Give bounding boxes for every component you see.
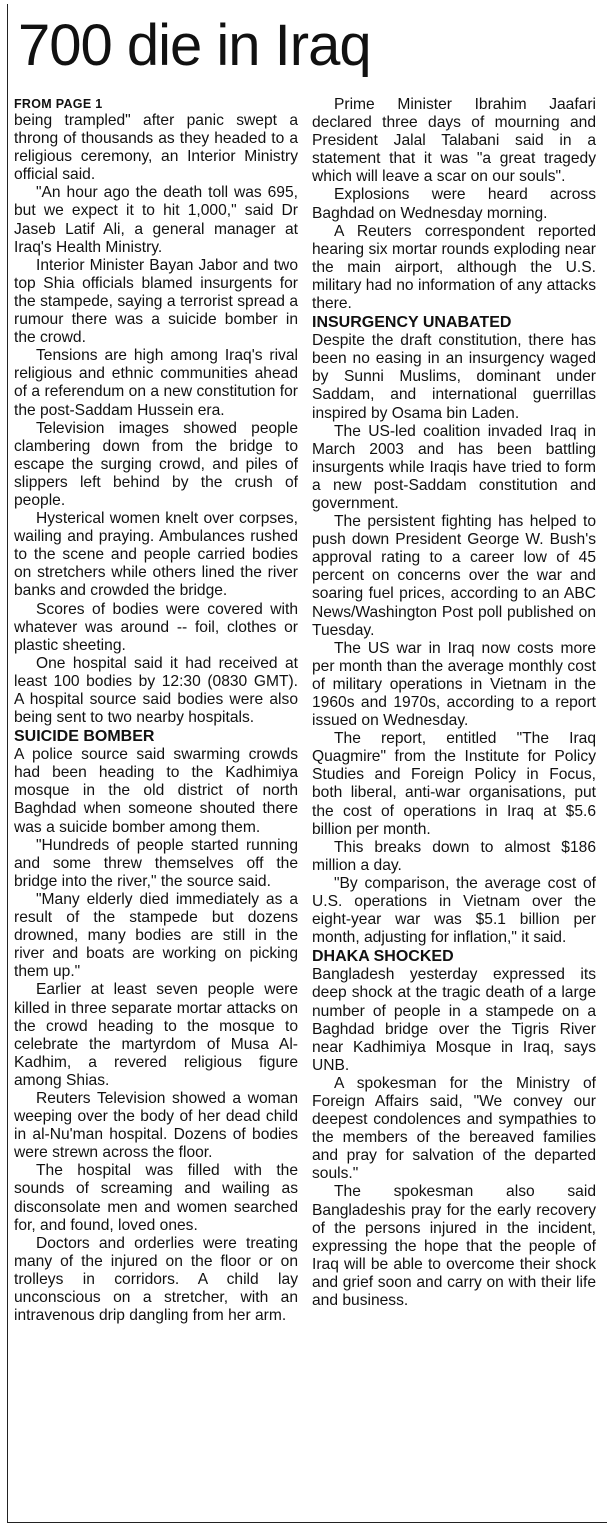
paragraph: The report, entitled "The Iraq Quagmire" from the Institute for Policy Studies and Foreign Policy in Focus, both liberal, anti-war organisations, put the cost of operations in Iraq at $5.6 billion per month. <box>312 730 596 838</box>
subheading: DHAKA SHOCKED <box>312 948 454 966</box>
paragraph: A police source said swarming crowds had been heading to the Kadhimiya mosque in the old district of north Baghdad when someone shouted there was a suicide bomber among them. <box>14 746 298 836</box>
paragraph: Doctors and orderlies were treating many of the injured on the floor or on trolleys in corridors. A child lay unconscious on a stretcher, with an intravenous drip dangling from her arm. <box>14 1234 298 1325</box>
paragraph: A spokesman for the Ministry of Foreign Affairs said, "We convey our deepest condolences and sympathies to the members of the bereaved families and pray for salvation of the departed souls." <box>312 1074 596 1183</box>
paragraph: The hospital was filled with the sounds of screaming and wailing as disconsolate men and women searched for, and found, loved ones. <box>14 1162 298 1234</box>
paragraph: One hospital said it had received at least 100 bodies by 12:30 (0830 GMT). A hospital source said bodies were also being sent to two nearby hospitals. <box>14 654 298 727</box>
paragraph: "An hour ago the death toll was 695, but we expect it to hit 1,000," said Dr Jaseb Latif Ali, a general manager at Iraq's Health Ministry. <box>14 184 298 256</box>
kicker: FROM PAGE 1 <box>14 97 103 111</box>
paragraph: being trampled" after panic swept a throng of thousands as they headed to a religious ceremony, an Interior Ministry official said. <box>14 112 298 184</box>
paragraph: This breaks down to almost $186 million a day. <box>312 838 596 874</box>
paragraph: "Hundreds of people started running and some threw themselves off the bridge into the river," the source said. <box>14 836 298 890</box>
paragraph: Tensions are high among Iraq's rival religious and ethnic communities ahead of a referendum on a new constitution for the post-Saddam Hussein era. <box>14 347 298 419</box>
bottom-rule <box>7 1522 607 1523</box>
left-column-rule <box>7 4 8 1522</box>
paragraph: Interior Minister Bayan Jabor and two top Shia officials blamed insurgents for the stampede, saying a terrorist spread a rumour there was a suicide bomber in the crowd. <box>14 256 298 347</box>
paragraph: Reuters Television showed a woman weeping over the body of her dead child in al-Nu'man hospital. Dozens of bodies were strewn across the floor. <box>14 1089 298 1162</box>
paragraph: Explosions were heard across Baghdad on Wednesday morning. <box>312 186 596 222</box>
paragraph: The spokesman also said Bangladeshis pray for the early recovery of the persons injured in the incident, expressing the hope that the people of Iraq will be able to overcome their shock and grief soon and carry on with their life and business. <box>312 1183 596 1309</box>
right-column-body <box>312 96 596 1310</box>
paragraph: Scores of bodies were covered with whatever was around -- foil, clothes or plastic sheeting. <box>14 600 298 654</box>
headline: 700 die in Iraq <box>18 13 371 78</box>
subheading: SUICIDE BOMBER <box>14 728 155 746</box>
right-column <box>312 96 596 1310</box>
paragraph: Hysterical women knelt over corpses, wailing and praying. Ambulances rushed to the scene and people carried bodies on stretchers while others lined the river banks and crowded the bridge. <box>14 510 298 600</box>
paragraph: The US-led coalition invaded Iraq in March 2003 and has been battling insurgents while Iraqis have tried to form a new post-Saddam constitution and government. <box>312 422 596 512</box>
paragraph: A Reuters correspondent reported hearing six mortar rounds exploding near the main airport, although the U.S. military had no information of any attacks there. <box>312 222 596 313</box>
paragraph: Television images showed people clambering down from the bridge to escape the surging crowd, and piles of slippers left behind by the crush of people. <box>14 419 298 509</box>
paragraph: "By comparison, the average cost of U.S. operations in Vietnam over the eight-year war was $5.1 billion per month, adjusting for inflation," it said. <box>312 874 596 947</box>
paragraph: "Many elderly died immediately as a result of the stampede but dozens drowned, many bodies are still in the river and boats are working on picking them up." <box>14 890 298 981</box>
paragraph: Prime Minister Ibrahim Jaafari declared three days of mourning and President Jalal Talabani said in a statement that it was "a great tragedy which will leave a scar on our souls". <box>312 96 596 186</box>
paragraph: Despite the draft constitution, there has been no easing in an insurgency waged by Sunni Muslims, dominant under Saddam, and international guerrillas inspired by Osama bin Laden. <box>312 332 596 422</box>
paragraph: The US war in Iraq now costs more per month than the average monthly cost of military operations in Vietnam in the 1960s and 1970s, according to a report issued on Wednesday. <box>312 639 596 730</box>
paragraph: Bangladesh yesterday expressed its deep shock at the tragic death of a large number of people in a stampede on a Baghdad bridge over the Tigris River near Kadhimiya Mosque in Iraq, says UNB. <box>312 966 596 1074</box>
paragraph: The persistent fighting has helped to push down President George W. Bush's approval rating to a career low of 45 percent on concerns over the war and soaring fuel prices, according to an ABC News/Washington Post poll published on Tuesday. <box>312 513 596 639</box>
left-column-body <box>14 112 298 1325</box>
left-column <box>14 96 298 1325</box>
paragraph: Earlier at least seven people were killed in three separate mortar attacks on the crowd heading to the mosque to celebrate the martyrdom of Musa Al-Kadhim, a revered religious figure among Shias. <box>14 981 298 1089</box>
subheading: INSURGENCY UNABATED <box>312 314 512 332</box>
